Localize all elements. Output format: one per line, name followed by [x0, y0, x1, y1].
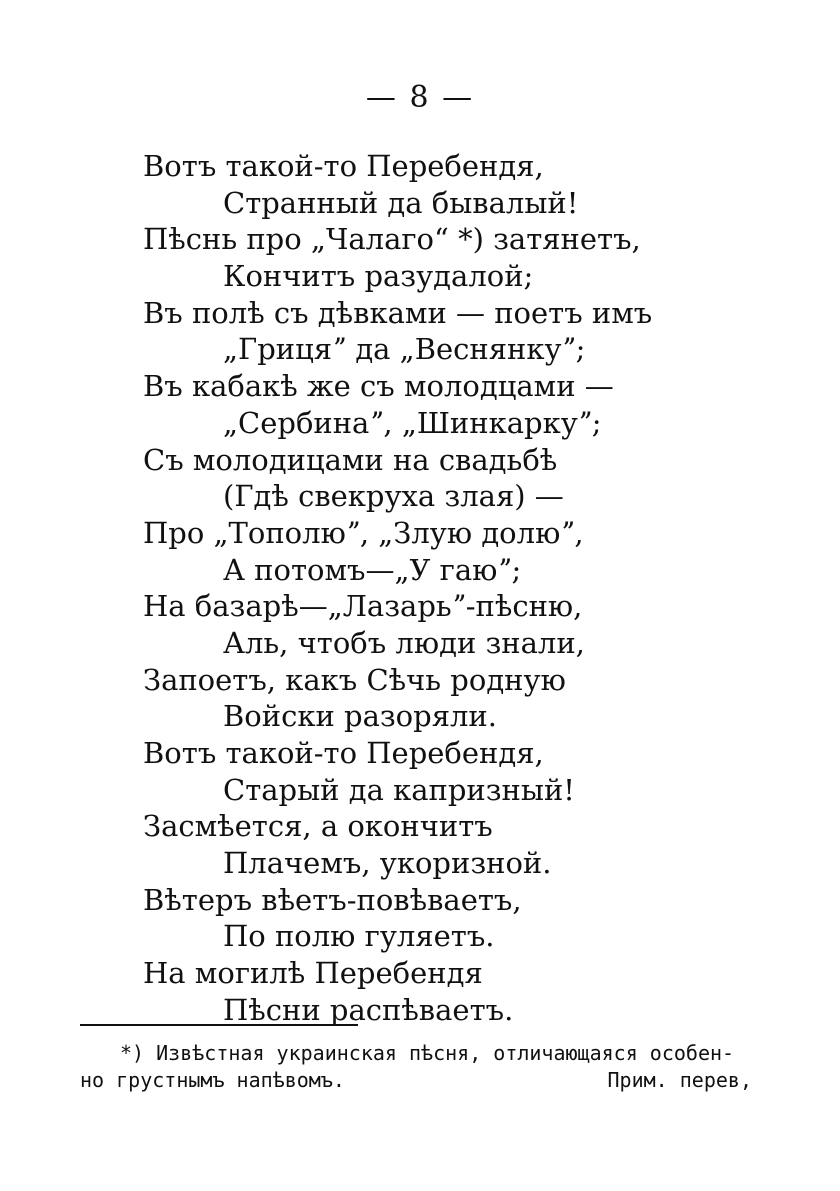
poem-line: Про „Тополюˮ, „Злую долюˮ,: [143, 515, 584, 550]
poem-line: Засмѣется, а окончитъ: [143, 809, 493, 844]
poem-line: Аль, чтобъ люди знали,: [223, 625, 585, 660]
poem-line: Пѣсни распѣваетъ.: [223, 992, 514, 1027]
poem-line: Войски разоряли.: [223, 699, 497, 734]
poem-line: Въ кабакѣ же съ молодцами —: [143, 369, 614, 404]
poem-line: Кончитъ разудалой;: [223, 259, 534, 294]
poem-line: Запоетъ, какъ Сѣчь родную: [143, 662, 566, 697]
poem-line: Вотъ такой-то Перебендя,: [143, 149, 544, 183]
poem-line: Въ полѣ съ дѣвками — поетъ имъ: [143, 295, 653, 330]
footnote-text-line: *) Извѣстная украинская пѣсня, отличающаяся особен-: [120, 1041, 735, 1065]
poem: [143, 148, 803, 1029]
poem-line: „Сербинаˮ, „Шинкаркуˮ;: [223, 405, 602, 440]
poem-line: Странный да бывалый!: [223, 185, 579, 220]
footnote-text-line: [80, 1067, 780, 1094]
page-number: — 8 —: [365, 80, 475, 115]
poem-line: На могилѣ Перебендя: [143, 956, 483, 991]
poem-line: А потомъ—„У гаюˮ;: [223, 552, 522, 587]
poem-line: Старый да капризный!: [223, 772, 575, 807]
poem-line: Пѣснь про „Чалаго“ *) затянетъ,: [143, 222, 641, 257]
poem-line: „Грицяˮ да „Веснянкуˮ;: [223, 332, 586, 367]
footnote: [80, 1040, 780, 1094]
poem-line: (Гдѣ свекруха злая) —: [223, 479, 564, 514]
poem-line: Плачемъ, укоризной.: [223, 846, 552, 881]
poem-line: Вотъ такой-то Перебендя,: [143, 736, 544, 770]
poem-line: Вѣтеръ вѣетъ-повѣваетъ,: [143, 882, 522, 917]
footnote-text-continuation: но грустнымъ напѣвомъ.: [80, 1068, 345, 1092]
poem-line: На базарѣ—„Лазарьˮ-пѣсню,: [143, 589, 583, 624]
poem-line: По полю гуляетъ.: [223, 919, 495, 954]
poem-line: Съ молодицами на свадьбѣ: [143, 442, 558, 477]
translator-note-attribution: Прим. перев,: [607, 1068, 752, 1092]
footnote-divider: [80, 1024, 358, 1026]
